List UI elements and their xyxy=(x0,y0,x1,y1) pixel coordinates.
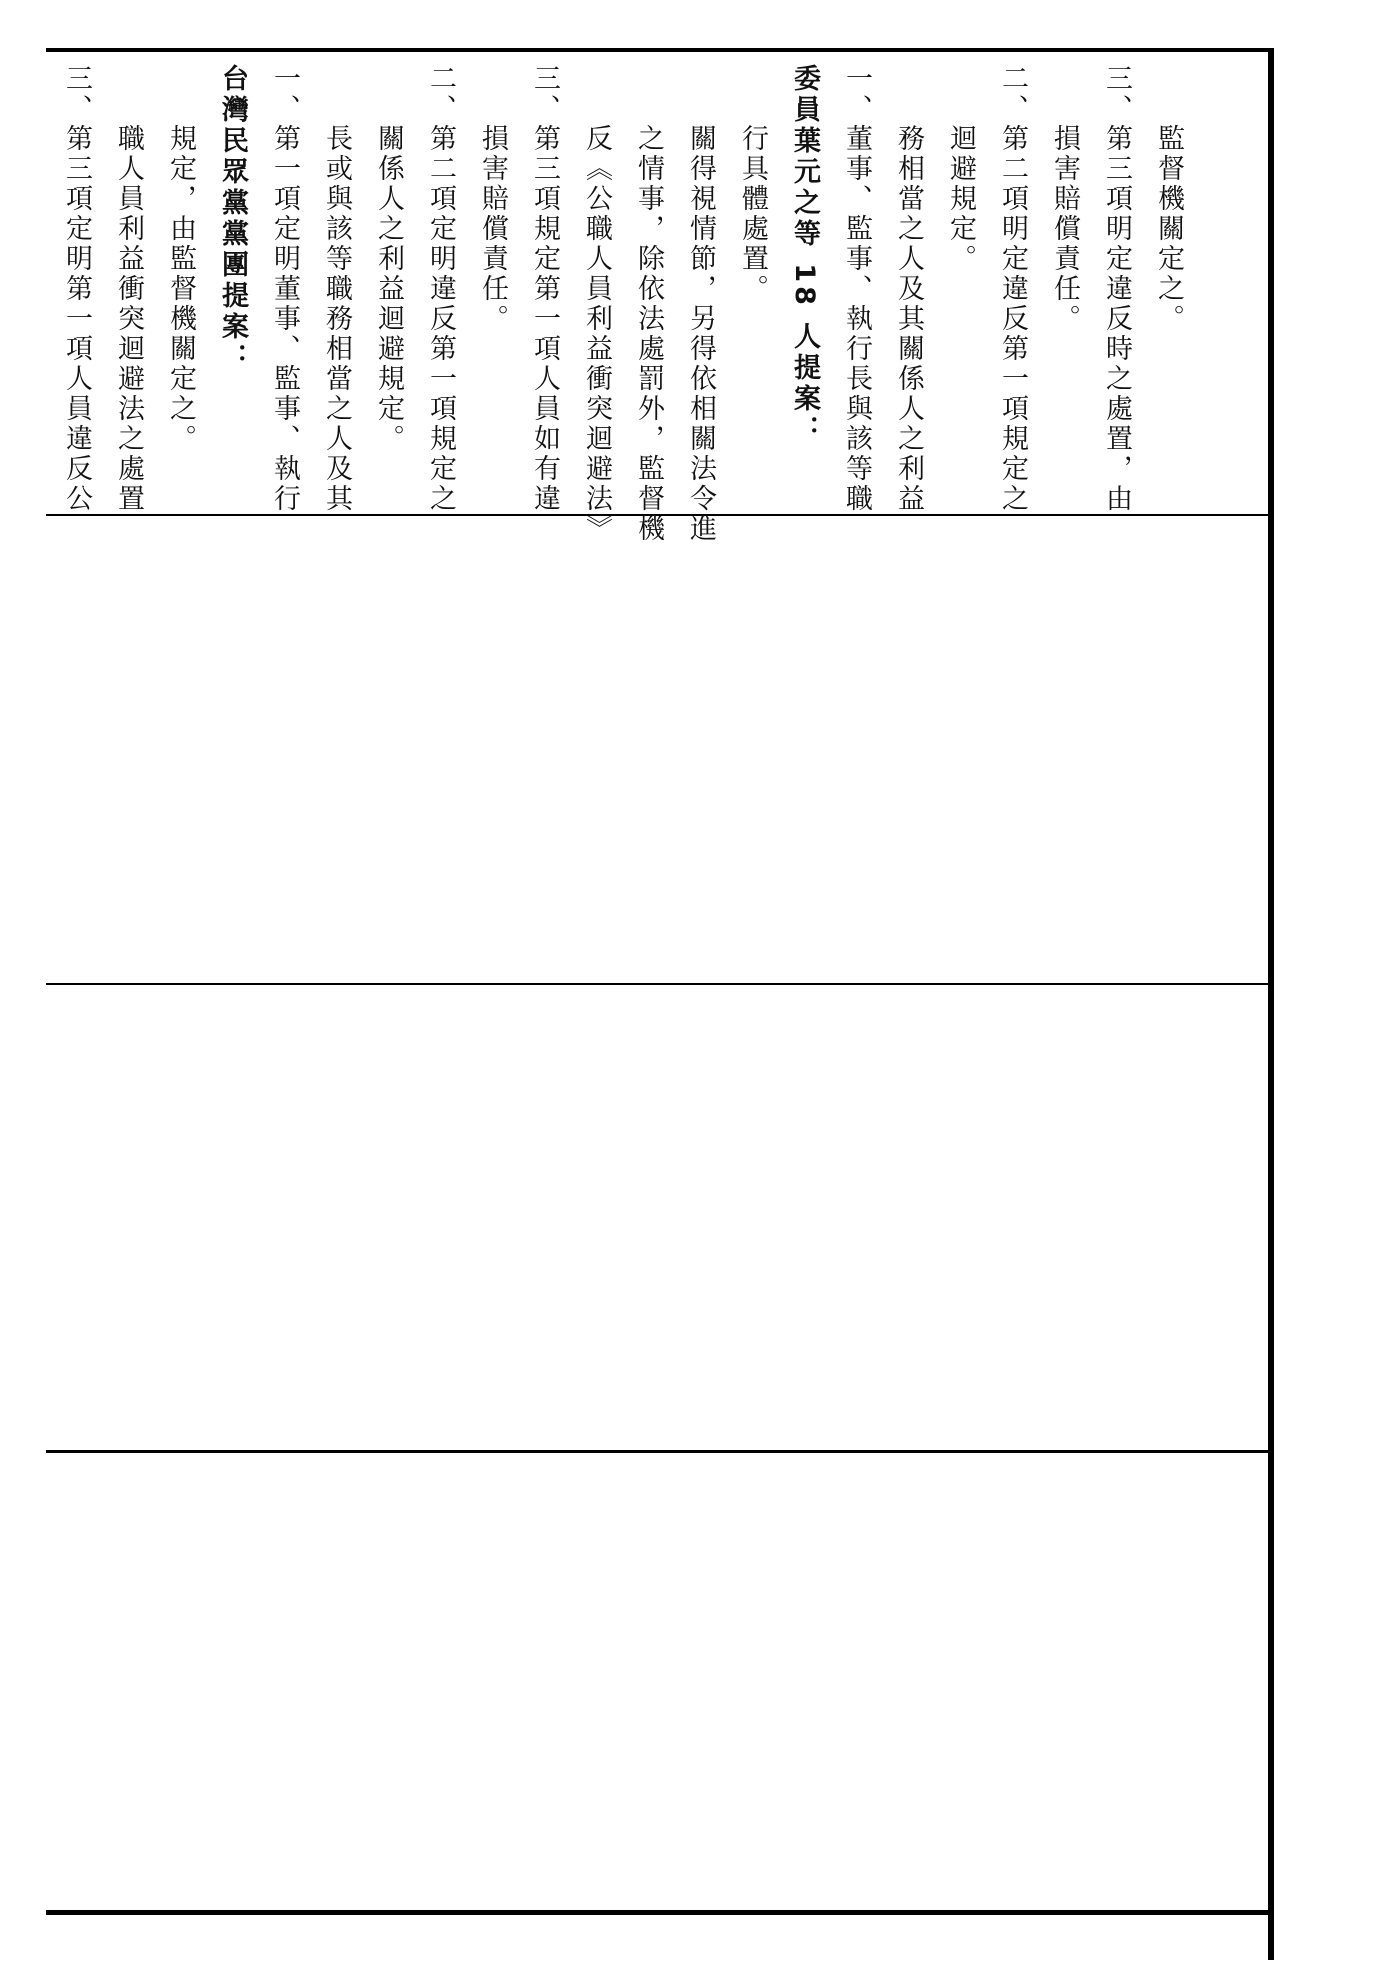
page-border-right xyxy=(1268,48,1274,1960)
text-column: 二、第二項明定違反第一項規定之 xyxy=(997,64,1028,514)
explanation-text-block xyxy=(60,64,1200,544)
page-border-bottom xyxy=(46,1910,1274,1915)
table-row-divider xyxy=(46,983,1268,985)
text-column: 一、第一項定明董事、監事、執行 xyxy=(269,64,300,514)
text-column: 損害賠償責任。 xyxy=(1049,124,1080,334)
text-column: 三、第三項明定違反時之處置，由 xyxy=(1101,64,1132,514)
text-column: 三、第三項規定第一項人員如有違 xyxy=(529,64,560,514)
page-border-top xyxy=(46,48,1272,52)
text-column: 一、董事、監事、執行長與該等職 xyxy=(841,64,872,514)
section-heading: 台灣民眾黨黨團提案： xyxy=(217,64,248,374)
table-row-divider xyxy=(46,1450,1268,1453)
text-column: 關係人之利益迴避規定。 xyxy=(373,124,404,454)
text-column: 二、第二項定明違反第一項規定之 xyxy=(425,64,456,514)
text-column: 長或與該等職務相當之人及其 xyxy=(321,124,352,514)
text-column: 之情事，除依法處罰外，監督機 xyxy=(633,124,664,544)
text-column: 職人員利益衝突迴避法之處置 xyxy=(113,124,144,514)
text-column: 行具體處置。 xyxy=(737,124,768,304)
text-column: 三、第三項定明第一項人員違反公 xyxy=(61,64,92,514)
text-column: 規定，由監督機關定之。 xyxy=(165,124,196,454)
text-column: 監督機關定之。 xyxy=(1153,124,1184,334)
section-heading: 委員葉元之等 18 人提案： xyxy=(789,64,820,447)
text-column: 關得視情節，另得依相關法令進 xyxy=(685,124,716,544)
text-column: 務相當之人及其關係人之利益 xyxy=(893,124,924,514)
text-column: 迴避規定。 xyxy=(945,124,976,274)
text-column: 反《公職人員利益衝突迴避法》 xyxy=(581,124,612,544)
text-column: 損害賠償責任。 xyxy=(477,124,508,334)
